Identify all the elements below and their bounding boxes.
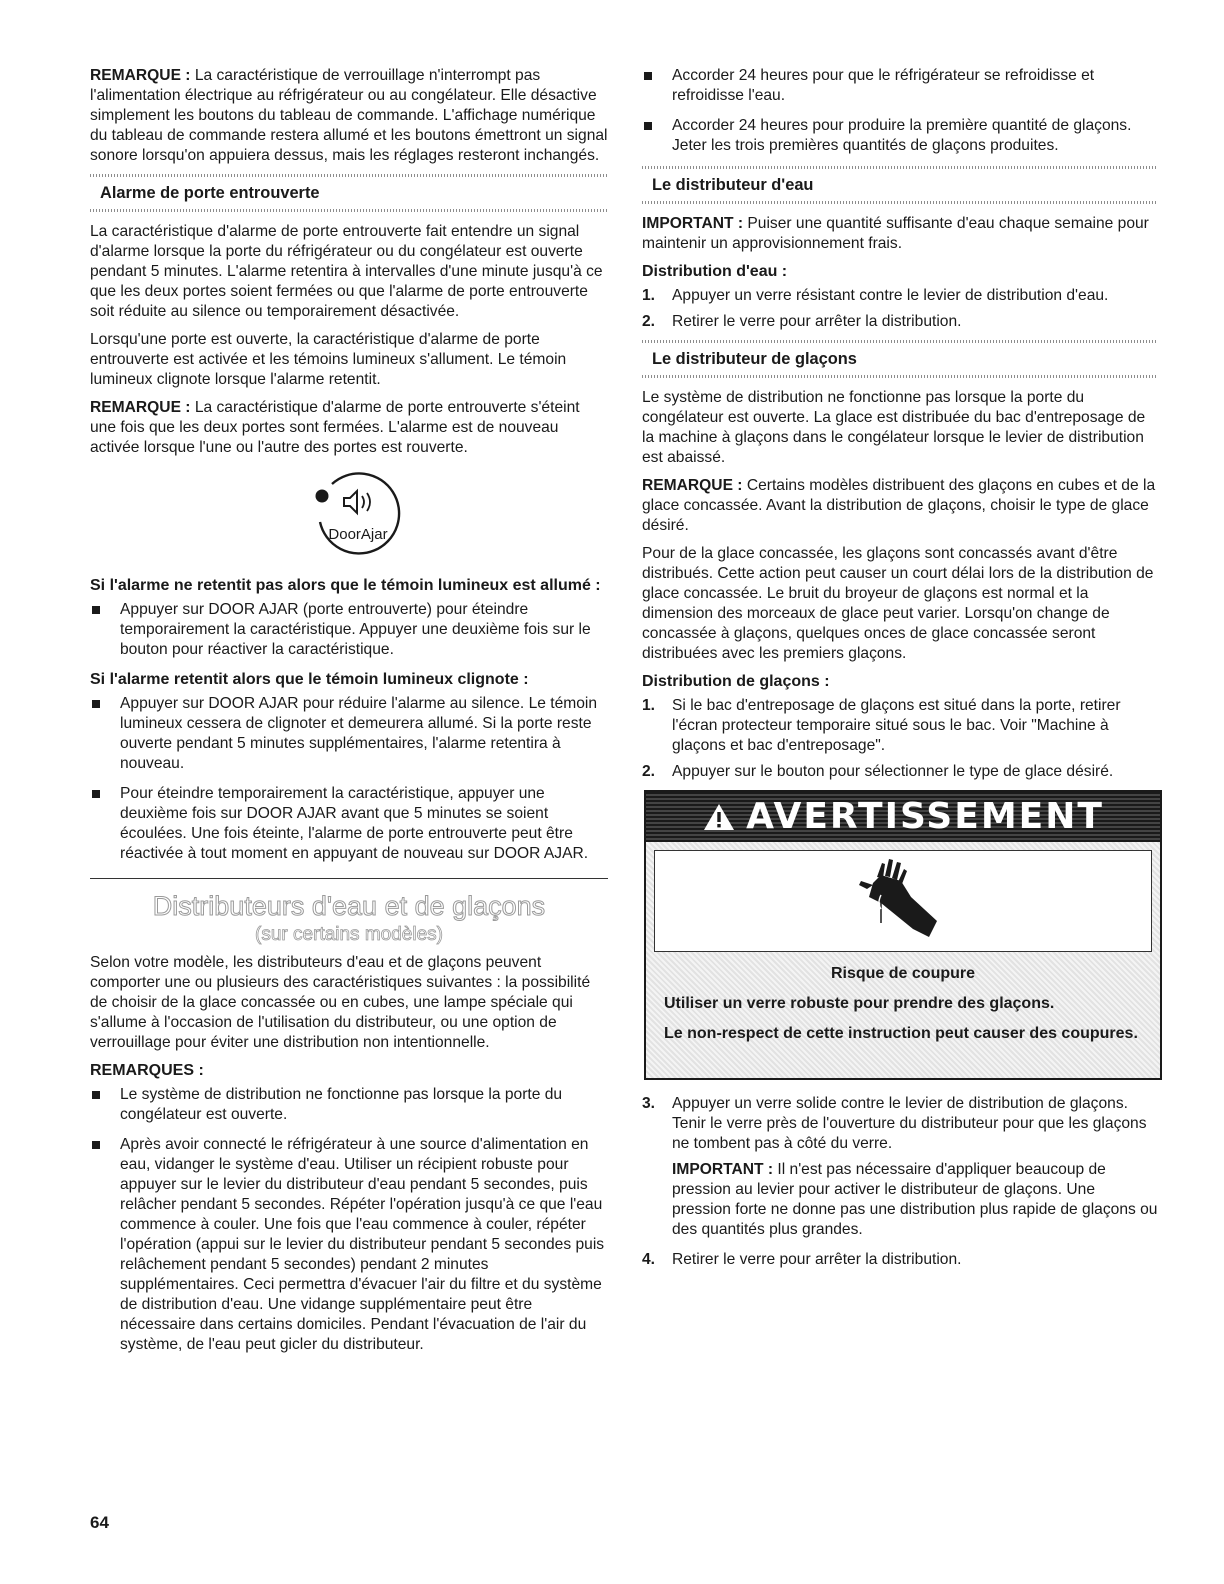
list-item: 3. Appuyer un verre solide contre le levier de distribution de glaçons. Tenir le verre près de l'ouverture du distributeur pour que les glaçons ne tombent pas à côté du verre. IMPORTANT : Il n'est pas nécessaire d'appliquer beaucoup de pression au levier pour activer le distributeur de glaçons. Une pression forte ne donne pas une distribution plus rapide de glaçons ou des quantités plus grandes. [642,1095,1158,1238]
bullet-icon [92,700,100,708]
dispensers-subtitle: (sur certains modèles) [255,924,443,945]
section-rule [90,174,608,177]
water-subhead: Distribution d'eau : [642,263,788,280]
list-item: 2. Retirer le verre pour arrêter la distribution. [642,313,962,330]
list-item: 1. Appuyer un verre résistant contre le levier de distribution d'eau. [642,287,1109,304]
dispensers-title: Distributeurs d'eau et de glaçons [152,891,546,921]
section-rule [90,209,608,212]
door-alarm-note: REMARQUE : La caractéristique d'alarme de porte entrouverte s'éteint une fois que les deux portes sont fermées. L'alarme est de nouveau activée lorsque l'une ou l'autre des portes est rouverte. [90,399,580,456]
door-alarm-paragraph: Lorsqu'une porte est ouverte, la caractéristique d'alarme de porte entrouverte est activée et les témoins lumineux s'allument. Le témoin lumineux clignote lorsque l'alarme retentit. [90,331,567,388]
list-item: Accorder 24 heures pour que le réfrigérateur se refroidisse et refroidisse l'eau. [642,66,1158,106]
list-item: Le système de distribution ne fonctionne pas lorsque la porte du congélateur est ouverte. [90,1085,608,1125]
ice-paragraph: Pour de la glace concassée, les glaçons sont concassés avant d'être distribués. Cette action peut causer un court délai lors de la distribution de glace concassée. Le bruit du broyeur de glaçons est normal et la dimension des morceaux de glace peut varier. Lorsqu'on change de concassée à glaçons, quelques onces de glace concassée seront distribuées avec les premiers glaçons. [642,545,1154,662]
left-column [90,66,608,1365]
ice-step-important: IMPORTANT : Il n'est pas nécessaire d'appliquer beaucoup de pression au levier pour activer le distributeur de glaçons. Une pression forte ne donne pas une distribution plus rapide de glaçons ou des quantités plus grandes. [672,1161,1158,1238]
bullet-icon [92,606,100,614]
list-item: 4. Retirer le verre pour arrêter la distribution. [642,1251,962,1268]
ice-subhead: Distribution de glaçons : [642,673,830,690]
remarks-heading: REMARQUES : [90,1062,204,1079]
list-item: Appuyer sur DOOR AJAR pour réduire l'alarme au silence. Le témoin lumineux cessera de clignoter et demeurera allumé. Si la porte reste ouverte pendant 5 minutes supplémentaires, l'alarme retentira à nouveau. [90,694,608,774]
section-title-water: Le distributeur d'eau [652,176,814,194]
section-rule [642,201,1158,204]
lock-note: REMARQUE : La caractéristique de verrouillage n'interrompt pas l'alimentation électrique au réfrigérateur ou au congélateur. Elle désactive simplement les boutons du tableau de commande. L'affichage numérique du tableau de commande restera allumé et les boutons émettront un signal sonore lorsqu'on appuiera dessus, mais les réglages resteront inchangés. [90,67,608,164]
bullet-icon [92,790,100,798]
page-number: 64 [90,1513,109,1532]
warning-icon-box [654,850,1152,952]
list-item: 1. Si le bac d'entreposage de glaçons est situé dans la porte, retirer l'écran protecteur temporaire situé sous le bac. Voir "Machine à glaçons et bac d'entreposage". [642,697,1121,754]
list-item: Après avoir connecté le réfrigérateur à une source d'alimentation en eau, vidanger le système d'eau. Utiliser un récipient robuste pour appuyer sur le levier du distributeur d'eau pendant 5 secondes, puis relâcher pendant 5 secondes. Répéter l'opération jusqu'à ce que l'eau commence à couler. Une fois que l'eau commence à couler, répéter l'opération (appui sur le levier du distributeur pendant 5 secondes puis relâchement pendant 5 secondes) pendant 2 minutes supplémentaires. Ceci permettra d'évacuer l'air du filtre et du système de distribution d'eau. Une vidange supplémentaire peut être nécessaire dans certains domiciles. Pendant l'évacuation de l'air du système, de l'eau peut gicler du distributeur. [90,1135,608,1355]
right-column [642,66,1158,1276]
warning-line: Le non-respect de cette instruction peut causer des coupures. [664,1025,1138,1042]
ice-note: REMARQUE : Certains modèles distribuent des glaçons en cubes et de la glace concassée. Avant la distribution de glaçons, choisir le type de glace désiré. [642,477,1156,534]
section-title-door-alarm: Alarme de porte entrouverte [100,184,320,202]
section-rule [642,166,1158,169]
water-important: IMPORTANT : Puiser une quantité suffisante d'eau chaque semaine pour maintenir un approvisionnement frais. [642,215,1149,252]
bullet-icon [92,1141,100,1149]
warning-risk: Risque de coupure [830,965,976,982]
cut-hazard-hand-icon [851,857,961,945]
warning-line: Utiliser un verre robuste pour prendre des glaçons. [664,995,1055,1012]
warning-message [654,956,1152,1072]
list-item: Appuyer sur DOOR AJAR (porte entrouverte) pour éteindre temporairement la caractéristique. Appuyer une deuxième fois sur le bouton pour réactiver la caractéristique. [90,600,608,660]
section-title-ice: Le distributeur de glaçons [652,350,857,368]
list-item: 2. Appuyer sur le bouton pour sélectionner le type de glace désiré. [642,763,1114,780]
section-rule [642,340,1158,343]
list-item: Pour éteindre temporairement la caractéristique, appuyer une deuxième fois sur DOOR AJAR avant que 5 minutes se soient écoulées. Une fois éteinte, l'alarme de porte entrouverte peut être réactivée à tout moment en appuyant de nouveau sur DOOR AJAR. [90,784,608,864]
warning-triangle-icon [702,802,736,832]
warning-banner [646,792,1160,842]
dispensers-paragraph: Selon votre modèle, les distributeurs d'eau et de glaçons peuvent comporter une ou plusieurs des caractéristiques suivantes : la possibilité de choisir de la glace concassée ou en cubes, une lampe spéciale qui s'allume à l'occasion de l'utilisation du distributeur, ou une option de verrouillage pour éviter une distribution non intentionnelle. [90,954,591,1051]
door-ajar-label: DoorAjar [328,526,388,543]
door-alarm-paragraph: La caractéristique d'alarme de porte entrouverte fait entendre un signal d'alarme lorsque la porte du réfrigérateur ou du congélateur est ouverte pendant 5 minutes. L'alarme retentira à intervalles d'une minute jusqu'à ce que les deux portes soient fermées ou que l'alarme de porte entrouverte soit réduite au silence ou temporairement désactivée. [90,223,603,320]
door-ajar-icon [308,466,404,562]
subhead-alarm-blinking: Si l'alarme retentit alors que le témoin lumineux clignote : [90,671,529,688]
bullet-icon [92,1091,100,1099]
section-rule [642,375,1158,378]
bullet-icon [644,72,652,80]
divider [90,878,608,879]
list-item: Accorder 24 heures pour produire la première quantité de glaçons. Jeter les trois premières quantités de glaçons produites. [642,116,1158,156]
subhead-alarm-silent: Si l'alarme ne retentit pas alors que le témoin lumineux est allumé : [90,577,601,594]
bullet-icon [644,122,652,130]
door-ajar-figure [90,466,608,564]
ice-paragraph: Le système de distribution ne fonctionne pas lorsque la porte du congélateur est ouverte. La glace est distribuée du bac d'entreposage de la machine à glaçons dans le congélateur lorsque le levier de distribution est abaissé. [642,389,1146,466]
warning-box [644,790,1162,1080]
warning-title: AVERTISSEMENT [746,796,1104,837]
